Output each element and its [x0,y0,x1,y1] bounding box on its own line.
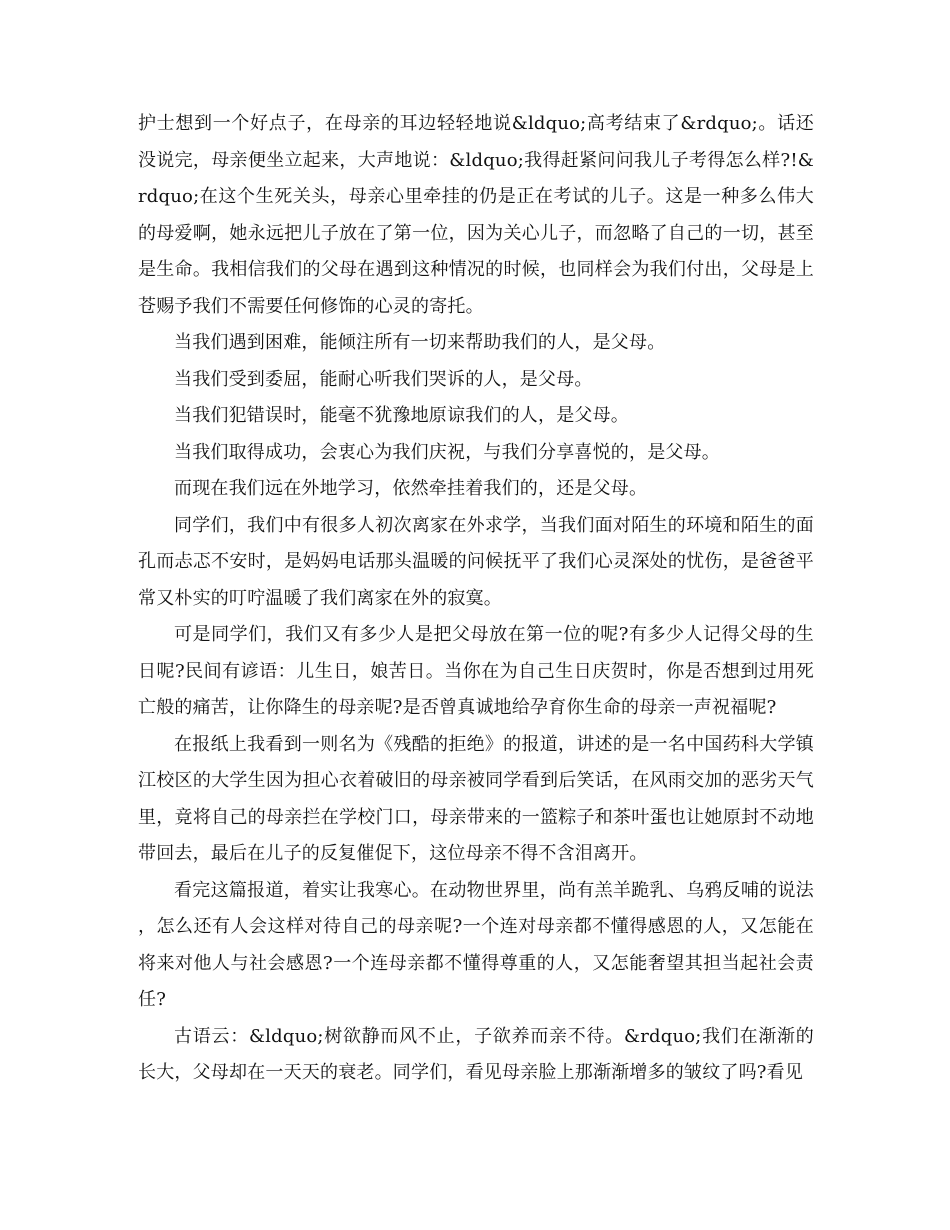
paragraph: 护士想到一个好点子，在母亲的耳边轻轻地说&ldquo;高考结束了&rdquo;。话还没说完，母亲便坐立起来，大声地说：&ldquo;我得赶紧问问我儿子考得怎么样?!&rdquo;在这个生死关头，母亲心里牵挂的仍是正在考试的儿子。这是一种多么伟大的母爱啊，她永远把儿子放在了第一位，因为关心儿子，而忽略了自己的一切，甚至是生命。我相信我们的父母在遇到这种情况的时候，也同样会为我们付出，父母是上苍赐予我们不需要任何修饰的心灵的寄托。 [138,113,814,317]
paragraph: 当我们取得成功，会衷心为我们庆祝，与我们分享喜悦的，是父母。 [174,441,720,463]
paragraph: 可是同学们，我们又有多少人是把父母放在第一位的呢?有多少人记得父母的生日呢?民间有谚语：儿生日，娘苦日。当你在为自己生日庆贺时，你是否想到过用死亡般的痛苦，让你降生的母亲呢?是否曾真诚地给孕育你生命的母亲一声祝福呢? [138,624,814,718]
paragraph: 在报纸上我看到一则名为《残酷的拒绝》的报道，讲述的是一名中国药科大学镇江校区的大学生因为担心衣着破旧的母亲被同学看到后笑话，在风雨交加的恶劣天气里，竟将自己的母亲拦在学校门口，母亲带来的一篮粽子和茶叶蛋也让她原封不动地带回去，最后在儿子的反复催促下，这位母亲不得不含泪离开。 [138,733,814,864]
paragraph: 古语云：&ldquo;树欲静而风不止，子欲养而亲不待。&rdquo;我们在渐渐的长大，父母却在一天天的衰老。同学们，看见母亲脸上那渐渐增多的皱纹了吗?看见 [138,1025,814,1083]
paragraph: 而现在我们远在外地学习，依然牵挂着我们的，还是父母。 [174,478,648,499]
paragraph: 当我们犯错误时，能毫不犹豫地原谅我们的人，是父母。 [174,405,629,426]
paragraph: 当我们受到委屈，能耐心听我们哭诉的人，是父母。 [174,368,593,390]
document-body [138,106,814,1092]
paragraph: 同学们，我们中有很多人初次离家在外求学，当我们面对陌生的环境和陌生的面孔而忐忑不安时，是妈妈电话那头温暖的问候抚平了我们心灵深处的忧伤，是爸爸平常又朴实的叮咛温暖了我们离家在外的寂寞。 [138,514,814,609]
paragraph: 当我们遇到困难，能倾注所有一切来帮助我们的人，是父母。 [174,332,666,353]
paragraph: 看完这篇报道，着实让我寒心。在动物世界里，尚有羔羊跪乳、乌鸦反哺的说法，怎么还有人会这样对待自己的母亲呢?一个连对母亲都不懂得感恩的人，又怎能在将来对他人与社会感恩?一个连母亲都不懂得尊重的人，又怎能奢望其担当起社会责任? [138,879,814,1010]
